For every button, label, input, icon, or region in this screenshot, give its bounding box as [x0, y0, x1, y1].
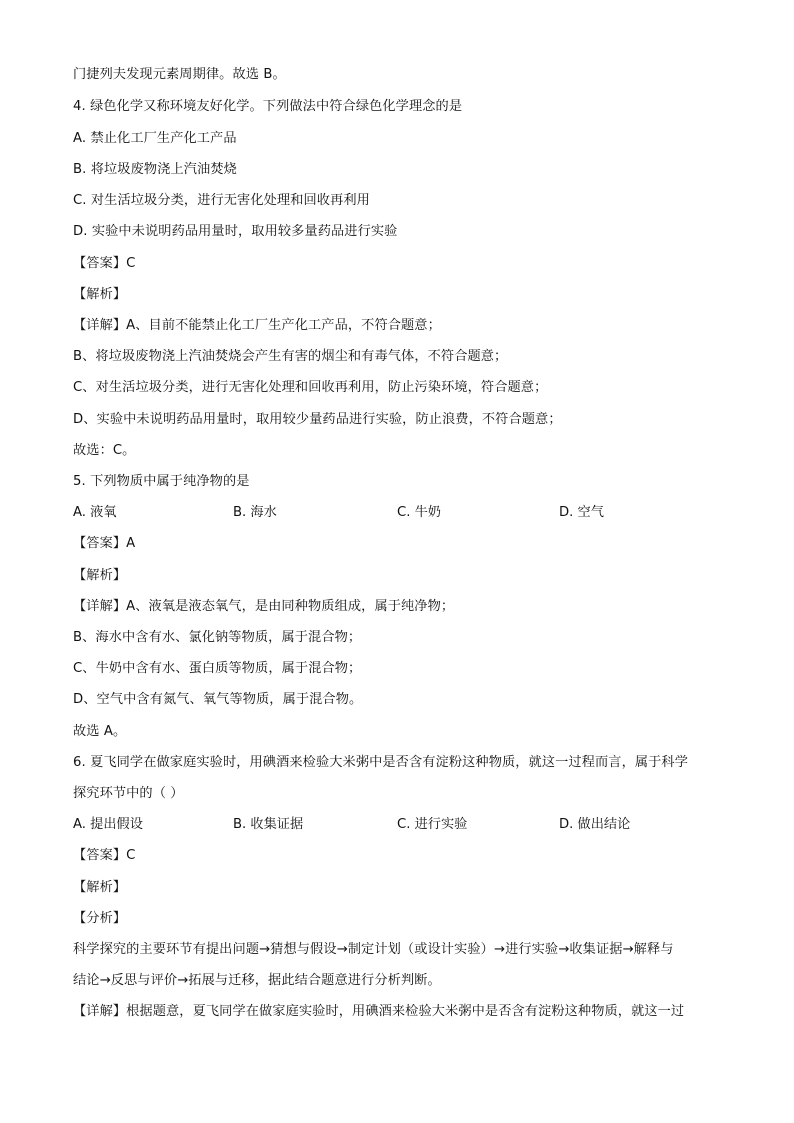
question-5-analysis-label: 【解析】 [73, 568, 127, 583]
question-6-option-b: B. 收集证据 [233, 817, 304, 832]
question-5-explanation-1: 【详解】A、液氧是液态氧气，是由同种物质组成，属于纯净物； [73, 599, 455, 614]
question-6-analysis-label: 【解析】 [73, 880, 127, 895]
question-4-explanation-4: D、实验中未说明药品用量时，取用较少量药品进行实验，防止浪费，不符合题意； [73, 412, 562, 427]
question-5-explanation-2: B、海水中含有水、氯化钠等物质，属于混合物； [73, 630, 362, 645]
question-5-option-c: C. 牛奶 [397, 505, 441, 520]
question-6-analysis-heading: 【分析】 [73, 911, 127, 926]
question-4-explanation-1: 【详解】A、目前不能禁止化工厂生产化工产品，不符合题意； [73, 318, 441, 333]
question-6-paragraph-line-2: 结论→反思与评价→拓展与迁移，据此结合题意进行分析判断。 [73, 973, 441, 988]
question-5-explanation-4: D、空气中含有氮气、氧气等物质，属于混合物。 [73, 692, 363, 707]
question-4-stem: 4. 绿色化学又称环境友好化学。下列做法中符合绿色化学理念的是 [73, 99, 463, 114]
question-6-option-c: C. 进行实验 [397, 817, 468, 832]
question-5-option-b: B. 海水 [233, 505, 277, 520]
question-6-answer: 【答案】C [73, 848, 136, 863]
question-4-explanation-2: B、将垃圾废物浇上汽油焚烧会产生有害的烟尘和有毒气体，不符合题意； [73, 349, 508, 364]
question-6-stem-line-2: 探究环节中的（ ） [73, 786, 184, 801]
question-4-option-d: D. 实验中未说明药品用量时，取用较多量药品进行实验 [73, 224, 398, 239]
question-4-conclusion: 故选：C。 [73, 443, 136, 458]
question-4-option-b: B. 将垃圾废物浇上汽油焚烧 [73, 162, 237, 177]
question-6-option-a: A. 提出假设 [73, 817, 143, 832]
text-line: 门捷列夫发现元素周期律。故选 B。 [73, 67, 286, 82]
question-4-explanation-3: C、对生活垃圾分类，进行无害化处理和回收再利用，防止污染环境，符合题意； [73, 380, 548, 395]
question-6-paragraph-line-1: 科学探究的主要环节有提出问题→猜想与假设→制定计划（或设计实验）→进行实验→收集证据→解释与 [73, 942, 674, 957]
question-5-explanation-3: C、牛奶中含有水、蛋白质等物质，属于混合物； [73, 661, 362, 676]
question-6-explanation-1: 【详解】根据题意，夏飞同学在做家庭实验时，用碘酒来检验大米粥中是否含有淀粉这种物质，就这一过 [73, 1004, 685, 1019]
question-5-option-d: D. 空气 [559, 505, 604, 520]
question-4-answer: 【答案】C [73, 256, 136, 271]
question-6-option-d: D. 做出结论 [559, 817, 631, 832]
question-4-option-c: C. 对生活垃圾分类，进行无害化处理和回收再利用 [73, 193, 370, 208]
question-5-conclusion: 故选 A。 [73, 724, 127, 739]
question-5-option-a: A. 液氧 [73, 505, 117, 520]
question-6-stem-line-1: 6. 夏飞同学在做家庭实验时，用碘酒来检验大米粥中是否含有淀粉这种物质，就这一过程而言，属于科学 [73, 755, 689, 770]
question-4-option-a: A. 禁止化工厂生产化工产品 [73, 131, 237, 146]
question-5-answer: 【答案】A [73, 536, 136, 551]
question-5-stem: 5. 下列物质中属于纯净物的是 [73, 474, 250, 489]
question-4-analysis-label: 【解析】 [73, 287, 127, 302]
